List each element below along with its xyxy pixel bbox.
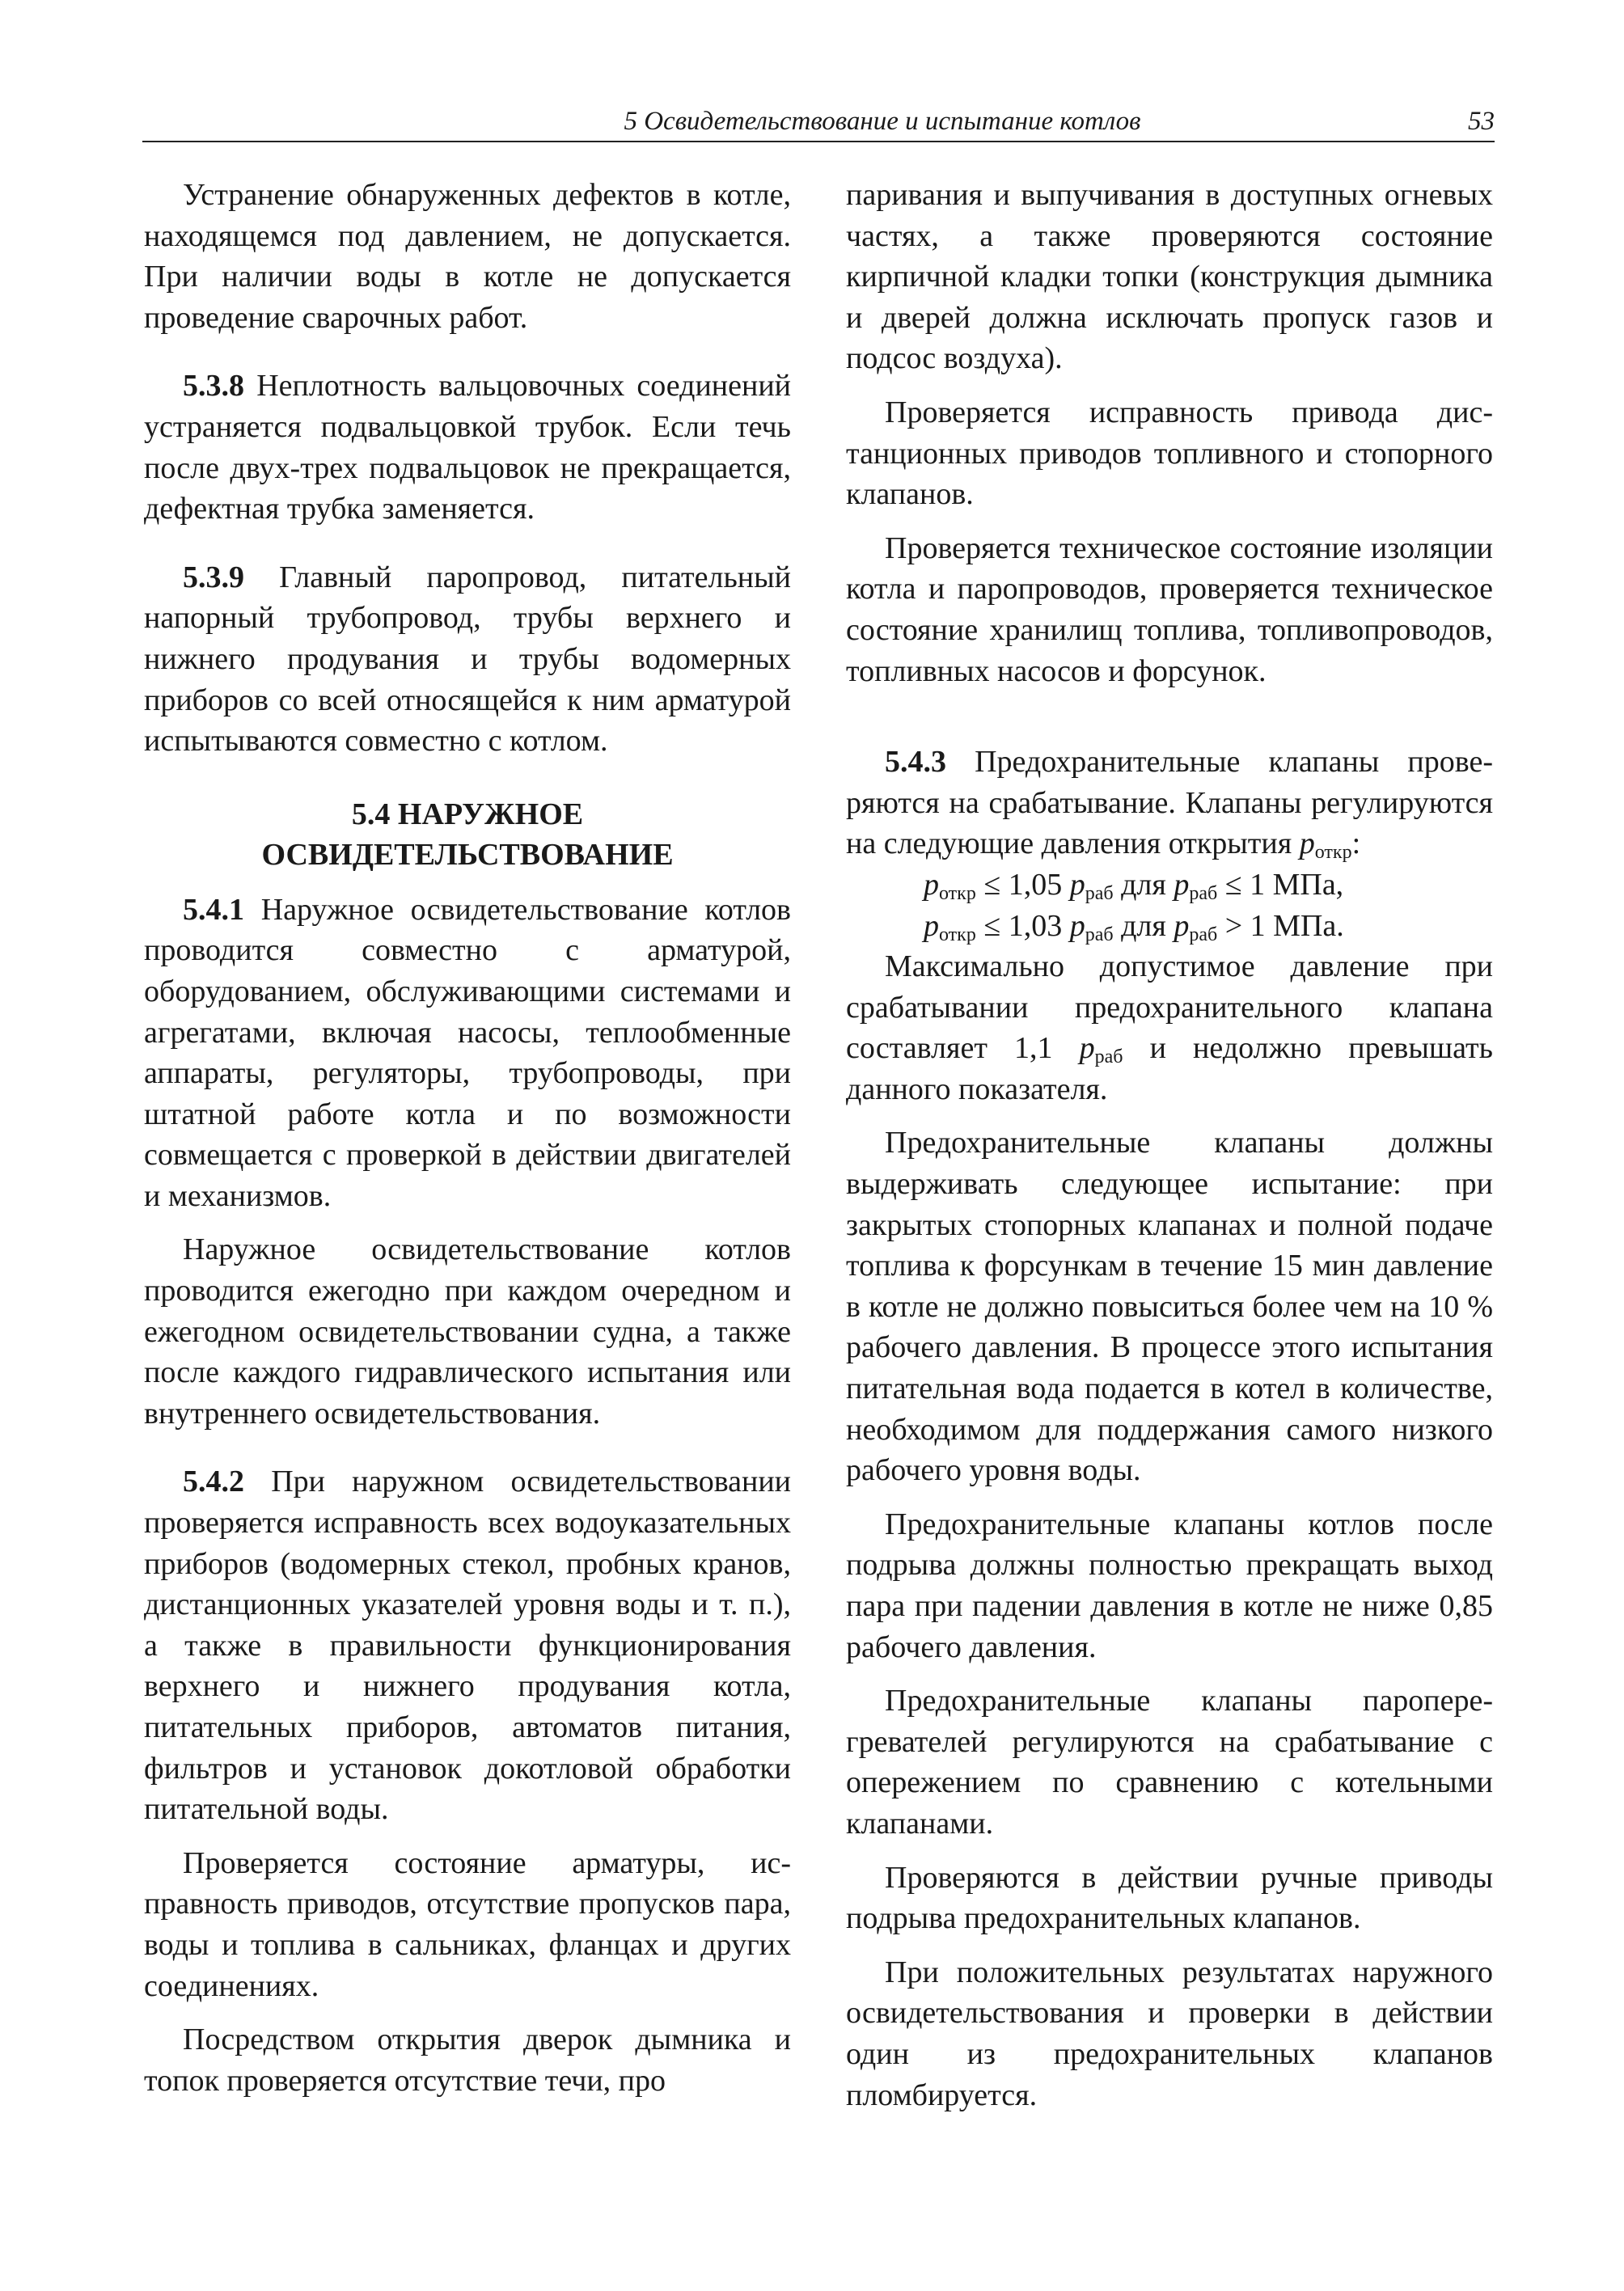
paragraph: Устранение обнаруженных дефектов в котле, находящемся под давлением, не допускается. При наличии воды в котле не допускается проведение сварочных работ. <box>144 178 791 335</box>
clause-5-4-3: 5.4.3 Предохранительные клапаны проверяются на срабатывание. Клапаны регулируются на следующие давления открытия $p_{откр}$: <box>846 745 1493 864</box>
clause-5-3-9: 5.3.9 Главный паропровод, питательный напорный трубопровод, трубы верхнего и нижнего продувания и трубы водомерных приборов со всей относящейся к ним арматурой испытываются совместно с котлом. <box>144 560 792 759</box>
clause-5-4-1: 5.4.1 Наружное освидетельствование котлов проводится совместно с арматурой, оборудованием, обслуживающими системами и агрегатами, включая насосы, теплообменные аппараты, регуляторы, трубопроводы, при штатной работе котла и по возможности совмещается с проверкой в действии двигателей и механизмов. <box>144 892 791 1213</box>
clause-number: 5.4.2 <box>183 1465 244 1499</box>
running-header <box>142 104 1495 142</box>
clause-number: 5.4.1 <box>183 892 244 927</box>
left-column <box>144 175 791 2101</box>
right-column <box>846 175 1493 2116</box>
paragraph: Максимально допустимое давление при срабатывании предохранительного клапана составляет 1,1 $p_{раб}$ и недолжно превышать данного показателя. <box>846 949 1493 1106</box>
formula-line: $p_{откр} \le 1,03$ $p_{раб}$ для $p_{раб} > 1$ МПа. <box>924 908 1344 945</box>
paragraph: Наружное освидетельствование котлов проводится ежегодно при каждом очередном и ежегодном освидетельствовании судна, а также после каждого гидравлического испытания или внутреннего освидетельствования. <box>144 1232 791 1431</box>
paragraph: Проверяется состояние арматуры, исправность приводов, отсутствие пропусков пара, воды и топлива в сальниках, фланцах и других соединениях. <box>144 1845 791 2003</box>
clause-number: 5.3.9 <box>183 560 244 594</box>
paragraph: Проверяется исправность привода дистанционных приводов топливного и стопорного клапанов. <box>846 395 1493 512</box>
page-number: 53 <box>1468 107 1495 136</box>
paragraph: Проверяются в действии ручные приводы подрыва предохранительных клапанов. <box>846 1860 1493 1936</box>
formula-line: $p_{откр} \le 1,05$ $p_{раб}$ для $p_{раб} \le 1$ МПа, <box>924 867 1344 904</box>
section-heading: 5.4 НАРУЖНОЕ ОСВИДЕТЕЛЬСТВОВАНИЕ <box>261 797 674 872</box>
clause-5-3-8: 5.3.8 Неплотность вальцовочных соединений устраняется подвальцовкой трубок. Если течь после двух-трех подвальцовок не прекращается, дефектная трубка заменяется. <box>144 369 792 526</box>
paragraph: Предохранительные клапаны должны выдерживать следующее испытание: при закрытых стопорных клапанах и полной подаче топлива к форсункам в течение 15 мин давление в котле не должно повыситься более чем на 10 % рабочего давления. В процессе этого испытания питательная вода подается в котел в количестве, необходимом для поддержания самого низкого рабочего уровня воды. <box>846 1126 1493 1488</box>
clause-5-4-2: 5.4.2 При наружном освидетельствовании проверяется исправность всех водоуказательных приборов (водомерных стекол, пробных кранов, дистанционных указателей уровня воды и т. п.), а также в правильности функционирования верхнего и нижнего продувания котла, питательных приборов, автоматов питания, фильтров и установок докотловой обработки питательной воды. <box>144 1465 792 1827</box>
paragraph-continuation: паривания и выпучивания в доступных огневых частях, а также проверяются состояние кирпичной кладки топки (конструкция дымника и дверей должна исключать пропуск газов и подсос воздуха). <box>846 178 1493 376</box>
paragraph: Проверяется техническое состояние изоляции котла и паропроводов, проверяется техническое состояние хранилищ топлива, топливопроводов, топливных насосов и форсунок. <box>846 530 1493 688</box>
clause-number: 5.3.8 <box>183 369 244 404</box>
paragraph: Предохранительные клапаны пароперегревателей регулируются на срабатывание с опережением по сравнению с котельными клапанами. <box>846 1684 1493 1841</box>
paragraph: При положительных результатах наружного освидетельствования и проверки в действии один из предохранительных клапанов пломбируется. <box>846 1955 1493 2112</box>
running-title: 5 Освидетельствование и испытание котлов <box>624 107 1141 136</box>
paragraph: Предохранительные клапаны котлов после подрыва должны полностью прекращать выход пара при падении давления в котле не ниже 0,85 рабочего давления. <box>846 1507 1493 1664</box>
paragraph: Посредством открытия дверок дымника и топок проверяется отсутствие течи, про <box>144 2023 791 2098</box>
clause-number: 5.4.3 <box>885 745 946 780</box>
